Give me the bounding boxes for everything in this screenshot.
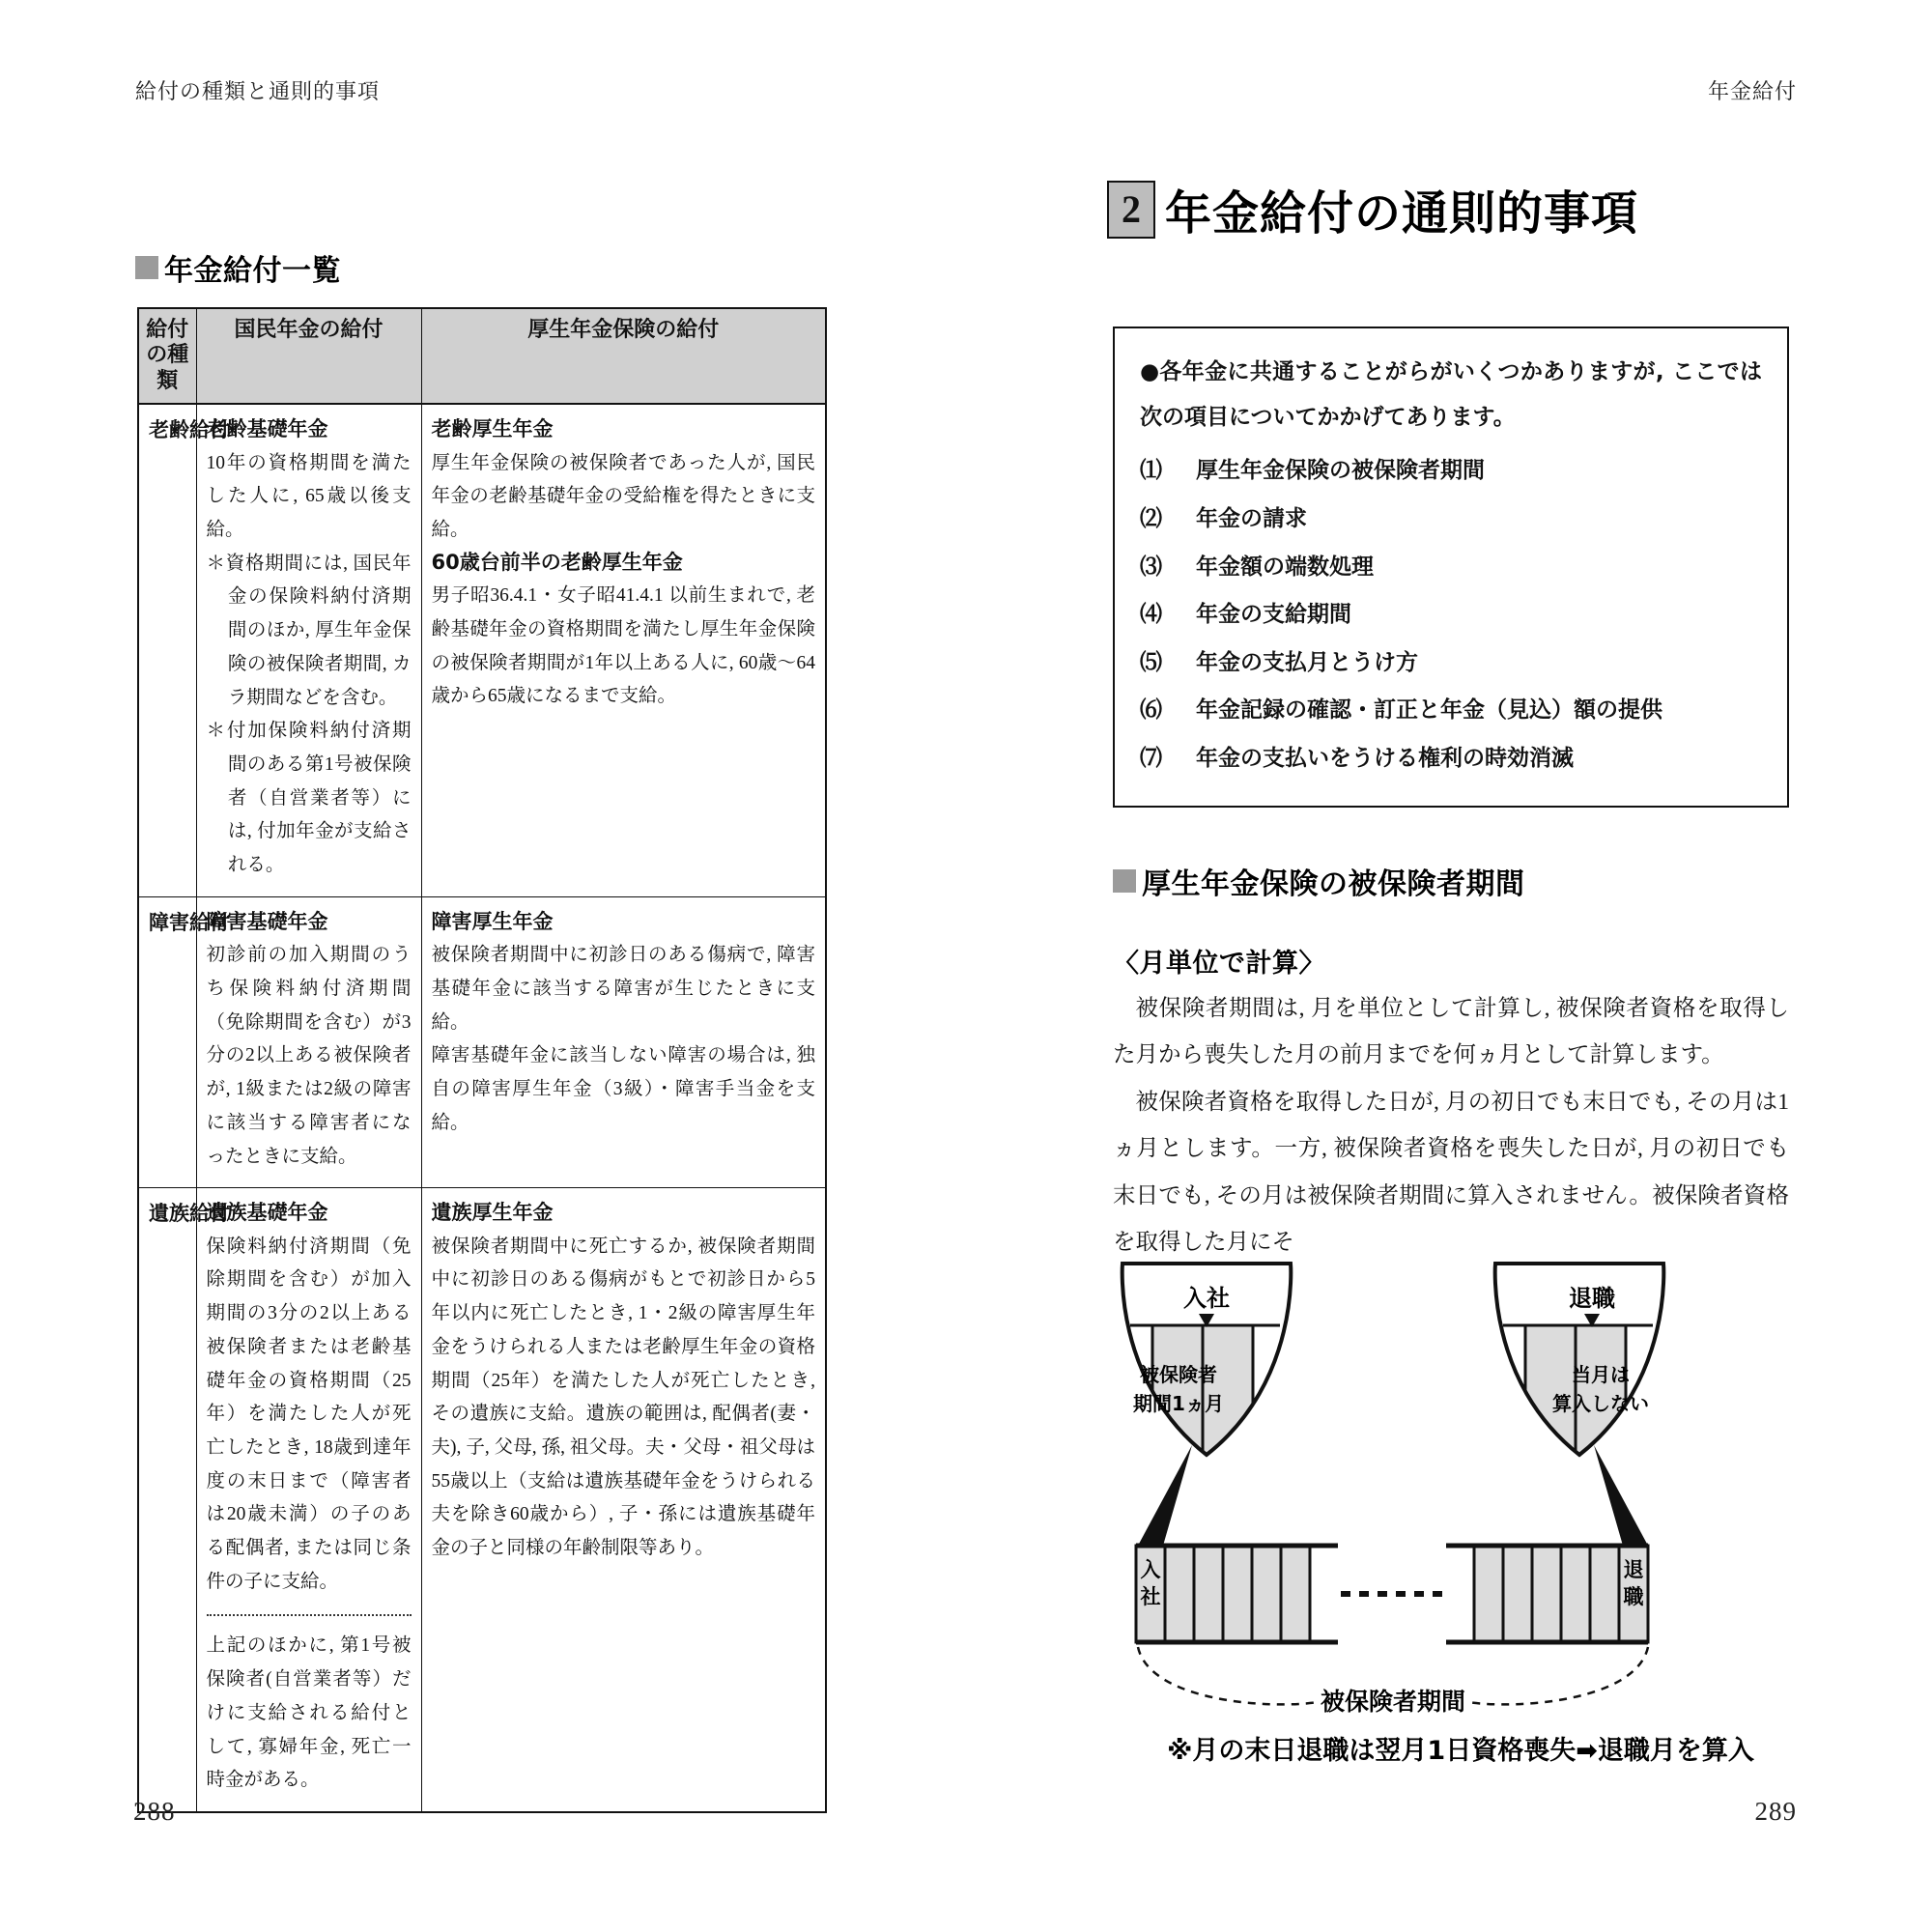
cell-title: 老齢基礎年金 <box>206 417 328 441</box>
timeline-start-label-char2: 社 <box>1140 1585 1161 1608</box>
right-lens-text-line2: 算入しない <box>1552 1392 1649 1415</box>
list-item-number: ⑷ <box>1140 602 1162 628</box>
timeline-end-label-char2: 職 <box>1623 1585 1644 1608</box>
left-running-head: 給付の種類と通則的事項 <box>135 79 381 103</box>
list-item <box>1140 742 1762 777</box>
row-kosei-cell <box>421 404 826 896</box>
table-row <box>138 1188 826 1812</box>
right-page-number: 289 <box>1754 1797 1797 1826</box>
list-item-number: ⑶ <box>1140 554 1162 580</box>
cell-paragraph: 被保険者期間中に死亡するか, 被保険者期間中に初診日のある傷病がもとで初診日から5年以内に死亡したとき, 1・2級の障害厚生年金をうけられる人または老齢厚生年金の資格期間（25年）を満たした人が死亡したとき, その遺族に支給。遺族の範囲は, 配偶者(妻・夫), 子, 父母, 孫, 祖父母。夫・父母・祖父母は55歳以上（支給は遺族基礎年金をうけられる夫を除き60歳から）, 子・孫には遺族基礎年金の子と同様の年齢制限等あり。 <box>431 1236 815 1559</box>
table-header-row <box>138 308 826 404</box>
table-row <box>138 896 826 1187</box>
diagram-note: ※月の末日退職は翌月1日資格喪失➡退職月を算入 <box>1167 1736 1754 1766</box>
table-header-kosei: 厚生年金保険の給付 <box>421 308 826 404</box>
dotted-divider <box>207 1614 412 1616</box>
list-item-number: ⑵ <box>1140 505 1162 531</box>
right-lens-label: 退職 <box>1569 1285 1615 1312</box>
cell-paragraph: 障害基礎年金に該当しない障害の場合は, 独自の障害厚生年金（3級）・障害手当金を支給。 <box>431 1045 815 1133</box>
cell-title: 障害基礎年金 <box>206 909 328 933</box>
body-paragraph: 被保険者資格を取得した日が, 月の初日でも末日でも, その月は1ヵ月とします。一方, 被保険者資格を喪失した日が, 月の初日でも末日でも, その月は被保険者期間に算入されません。被保険者資格を取得した月にそ <box>1113 1089 1789 1256</box>
left-lens-group <box>1122 1264 1292 1478</box>
left-lens-text-line1: 被保険者 <box>1140 1363 1217 1386</box>
right-lens-text-line1: 当月は <box>1572 1363 1630 1386</box>
list-item-label: 年金の支払いをうける権利の時効消滅 <box>1196 746 1574 772</box>
list-item-label: 年金の支給期間 <box>1196 602 1351 628</box>
row-kokumin-cell <box>196 404 421 896</box>
timeline-left-segment <box>1136 1546 1338 1642</box>
list-item-number: ⑺ <box>1140 746 1162 772</box>
left-lens-label: 入社 <box>1183 1285 1230 1312</box>
list-item <box>1140 598 1762 633</box>
table-row <box>138 404 826 896</box>
left-section-heading-label: 年金給付一覧 <box>164 254 341 288</box>
table-header-kind: 給付の種類 <box>138 308 196 404</box>
right-subheading: 〈月単位で計算〉 <box>1113 949 1325 979</box>
row-kosei-cell <box>421 1188 826 1812</box>
diagram-svg <box>1111 1256 1797 1797</box>
section-number-badge: 2 <box>1107 181 1155 239</box>
brace-right <box>1467 1647 1648 1704</box>
right-section-heading <box>1113 860 1525 902</box>
row-kosei-cell <box>421 896 826 1187</box>
intro-lead-text: ●各年金に共通することがらがいくつかありますが, ここでは次の項目についてかかげてあります。 <box>1140 359 1762 431</box>
cell-paragraph: 10年の資格期間を満たした人に, 65歳以後支給。 <box>206 452 412 541</box>
right-section-title <box>1107 176 1638 242</box>
intro-box <box>1113 327 1789 808</box>
timeline-end-label-char1: 退 <box>1623 1558 1644 1581</box>
left-page-number: 288 <box>133 1797 176 1826</box>
pension-benefit-table <box>137 307 827 1813</box>
cell-paragraph: 被保険者期間中に初診日のある傷病で, 障害基礎年金に該当する障害が生じたときに支給。 <box>431 945 815 1033</box>
square-bullet-icon <box>135 256 158 279</box>
cell-title: 遺族厚生年金 <box>431 1201 554 1225</box>
brace-label: 被保険者期間 <box>1320 1688 1466 1716</box>
list-item-label: 年金記録の確認・訂正と年金（見込）額の提供 <box>1196 697 1662 724</box>
right-section-heading-label: 厚生年金保険の被保険者期間 <box>1142 867 1525 901</box>
cell-paragraph: ＊資格期間には, 国民年金の保険料納付済期間のほか, 厚生年金保険の被保険者期間, カラ期間などを含む。 <box>206 553 412 708</box>
list-item-label: 年金の支払月とうけ方 <box>1196 649 1418 675</box>
list-item-number: ⑹ <box>1140 697 1162 724</box>
cell-paragraph: 厚生年金保険の被保険者であった人が, 国民年金の老齢基礎年金の受給権を得たときに支給。 <box>431 452 815 541</box>
list-item <box>1140 551 1762 585</box>
row-kokumin-cell <box>196 896 421 1187</box>
list-item-label: 厚生年金保険の被保険者期間 <box>1196 458 1485 484</box>
right-running-head: 年金給付 <box>1707 79 1797 103</box>
left-lens-text-line2: 期間1ヵ月 <box>1133 1392 1224 1415</box>
list-item-number: ⑴ <box>1140 458 1162 484</box>
cell-subtitle: 60歳台前半の老齢厚生年金 <box>431 550 683 574</box>
list-item-number: ⑸ <box>1140 649 1162 675</box>
cell-paragraph: 初診前の加入期間のうち保険料納付済期間（免除期間を含む）が3分の2以上ある被保険者が, 1級または2級の障害に該当する障害者になったときに支給。 <box>206 945 412 1167</box>
square-bullet-icon <box>1113 869 1136 893</box>
right-body-text <box>1113 985 1789 1265</box>
cell-title: 遺族基礎年金 <box>206 1201 328 1225</box>
cell-title: 老齢厚生年金 <box>431 417 554 441</box>
right-lens-group <box>1495 1264 1664 1478</box>
timeline-right-segment <box>1446 1546 1648 1642</box>
list-item-label: 年金額の端数処理 <box>1196 554 1374 580</box>
section-title-label: 年金給付の通則的事項 <box>1165 188 1639 240</box>
row-kind-label: 老齢給付 <box>138 404 196 896</box>
row-kind-label: 障害給付 <box>138 896 196 1187</box>
right-connector-wedge <box>1594 1445 1648 1546</box>
list-item <box>1140 454 1762 489</box>
left-section-heading <box>135 246 341 289</box>
cell-title: 障害厚生年金 <box>431 909 554 933</box>
timeline-start-label-char1: 入 <box>1140 1558 1161 1581</box>
cell-paragraph: 男子昭36.4.1・女子昭41.4.1 以前生まれで, 老齢基礎年金の資格期間を満たし厚生年金保険の被保険者期間が1年以上ある人に, 60歳〜64歳から65歳になるまで支給。 <box>431 585 815 707</box>
cell-paragraph: 保険料納付済期間（免除期間を含む）が加入期間の3分の2以上ある被保険者または老齢基礎年金の資格期間（25年）を満たした人が死亡したとき, 18歳到達年度の末日まで（障害者は20歳未満）の子のある配偶者, または同じ条件の子に支給。 <box>206 1236 412 1592</box>
body-paragraph: 被保険者期間は, 月を単位として計算し, 被保険者資格を取得した月から喪失した月の前月までを何ヵ月として計算します。 <box>1113 996 1789 1068</box>
list-item <box>1140 646 1762 681</box>
list-item <box>1140 694 1762 728</box>
list-item <box>1140 502 1762 537</box>
row-kokumin-cell <box>196 1188 421 1812</box>
intro-item-list <box>1140 454 1762 776</box>
table-header-kokumin: 国民年金の給付 <box>196 308 421 404</box>
left-connector-wedge <box>1138 1445 1192 1546</box>
brace-left <box>1138 1647 1319 1704</box>
row-kind-label: 遺族給付 <box>138 1188 196 1812</box>
insured-period-diagram <box>1111 1256 1797 1797</box>
cell-paragraph: 上記のほかに, 第1号被保険者(自営業者等）だけに支給される給付として, 寡婦年金, 死亡一時金がある。 <box>206 1635 412 1791</box>
cell-paragraph: ＊付加保険料納付済期間のある第1号被保険者（自営業者等）には, 付加年金が支給される。 <box>206 721 412 876</box>
list-item-label: 年金の請求 <box>1196 505 1307 531</box>
